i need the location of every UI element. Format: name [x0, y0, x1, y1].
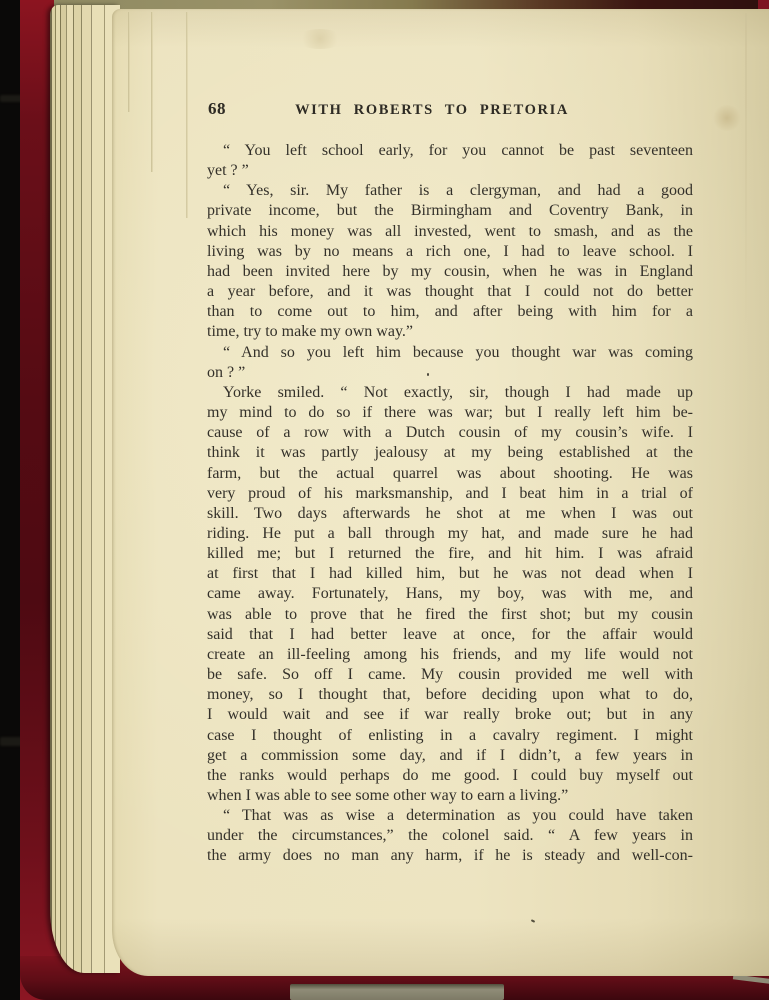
text-line: than to come out to him, and after being with him for a	[207, 303, 693, 321]
text-line: Yorke smiled. “ Not exactly, sir, though I had made up	[223, 383, 693, 401]
text-line: under the circumstances,” the colonel said. “ A few years in	[207, 827, 693, 845]
text-line: private income, but the Birmingham and Coventry Bank, in	[207, 202, 693, 220]
page-text	[207, 141, 693, 867]
text-line: farm, but the actual quarrel was about shooting. He was	[207, 464, 693, 482]
text-line: be safe. So off I came. My cousin provided me well with	[207, 666, 693, 684]
text-line: the army does no man any harm, if he is steady and well-con-	[207, 847, 693, 865]
book-page	[112, 9, 769, 976]
text-line: the ranks would perhaps do me good. I could buy myself out	[207, 766, 693, 784]
paper-stain	[712, 105, 742, 131]
text-line: killed me; but I returned the fire, and hit him. I was afraid	[207, 545, 693, 563]
text-line: living was by no means a rich one, I had to leave school. I	[207, 242, 693, 260]
page-right-crease	[745, 13, 747, 333]
text-line: came away. Fortunately, Hans, my boy, was with me, and	[207, 585, 693, 603]
paper-stain	[297, 29, 343, 49]
text-line: think it was partly jealousy at my being established at the	[207, 444, 693, 462]
text-line: I would wait and see if war really broke out; but in any	[207, 706, 693, 724]
text-line: create an ill-feeling among his friends, and my life would not	[207, 645, 693, 663]
text-line: “ That was as wise a determination as you could have taken	[223, 807, 693, 825]
text-line: “ Yes, sir. My father is a clergyman, and had a good	[223, 182, 693, 200]
text-line: on ? ”	[207, 363, 246, 381]
fanned-page-edges	[50, 5, 120, 973]
book-board-bottom-edge	[290, 984, 504, 1000]
text-line: money, so I thought that, before deciding upon what to do,	[207, 686, 693, 704]
text-line: said that I had better leave at once, for the affair would	[207, 625, 693, 643]
underpage-edge-line	[186, 12, 188, 218]
text-line: yet ? ”	[207, 162, 249, 180]
underpage-edge-line	[151, 12, 153, 172]
underpage-edge-line	[128, 12, 130, 112]
text-line: “ You left school early, for you cannot be past seventeen	[223, 142, 693, 159]
text-line: get a commission some day, and if I didn’t, a few years in	[207, 746, 693, 764]
text-line: my mind to do so if there was war; but I really left him be-	[207, 404, 693, 422]
text-line: had been invited here by my cousin, when he was in England	[207, 262, 693, 280]
page-number: 68	[208, 99, 226, 118]
text-line: which his money was all invested, went to smash, and as the	[207, 222, 693, 240]
text-line: when I was able to see some other way to earn a living.”	[207, 787, 569, 804]
text-line: very proud of his marksmanship, and I beat him in a trial of	[207, 484, 693, 502]
running-title: WITH ROBERTS TO PRETORIA	[295, 102, 569, 118]
text-line: time, try to make my own way.”	[207, 323, 414, 341]
text-line: a year before, and it was thought that I could not do better	[207, 283, 693, 301]
text-line: “ And so you left him because you thought war was coming	[223, 343, 693, 361]
paper-speck	[531, 919, 535, 923]
text-line: skill. Two days afterwards he shot at me when I was out	[207, 504, 693, 522]
text-line: riding. He put a ball through my hat, and made sure he had	[207, 524, 693, 542]
text-line: cause of a row with a Dutch cousin of my cousin’s wife. I	[207, 424, 693, 442]
text-line: case I thought of enlisting in a cavalry regiment. I might	[207, 726, 693, 744]
text-line: at first that I had killed him, but he was not dead when I	[207, 565, 693, 583]
text-line: was able to prove that he fired the first shot; but my cousin	[207, 605, 693, 623]
